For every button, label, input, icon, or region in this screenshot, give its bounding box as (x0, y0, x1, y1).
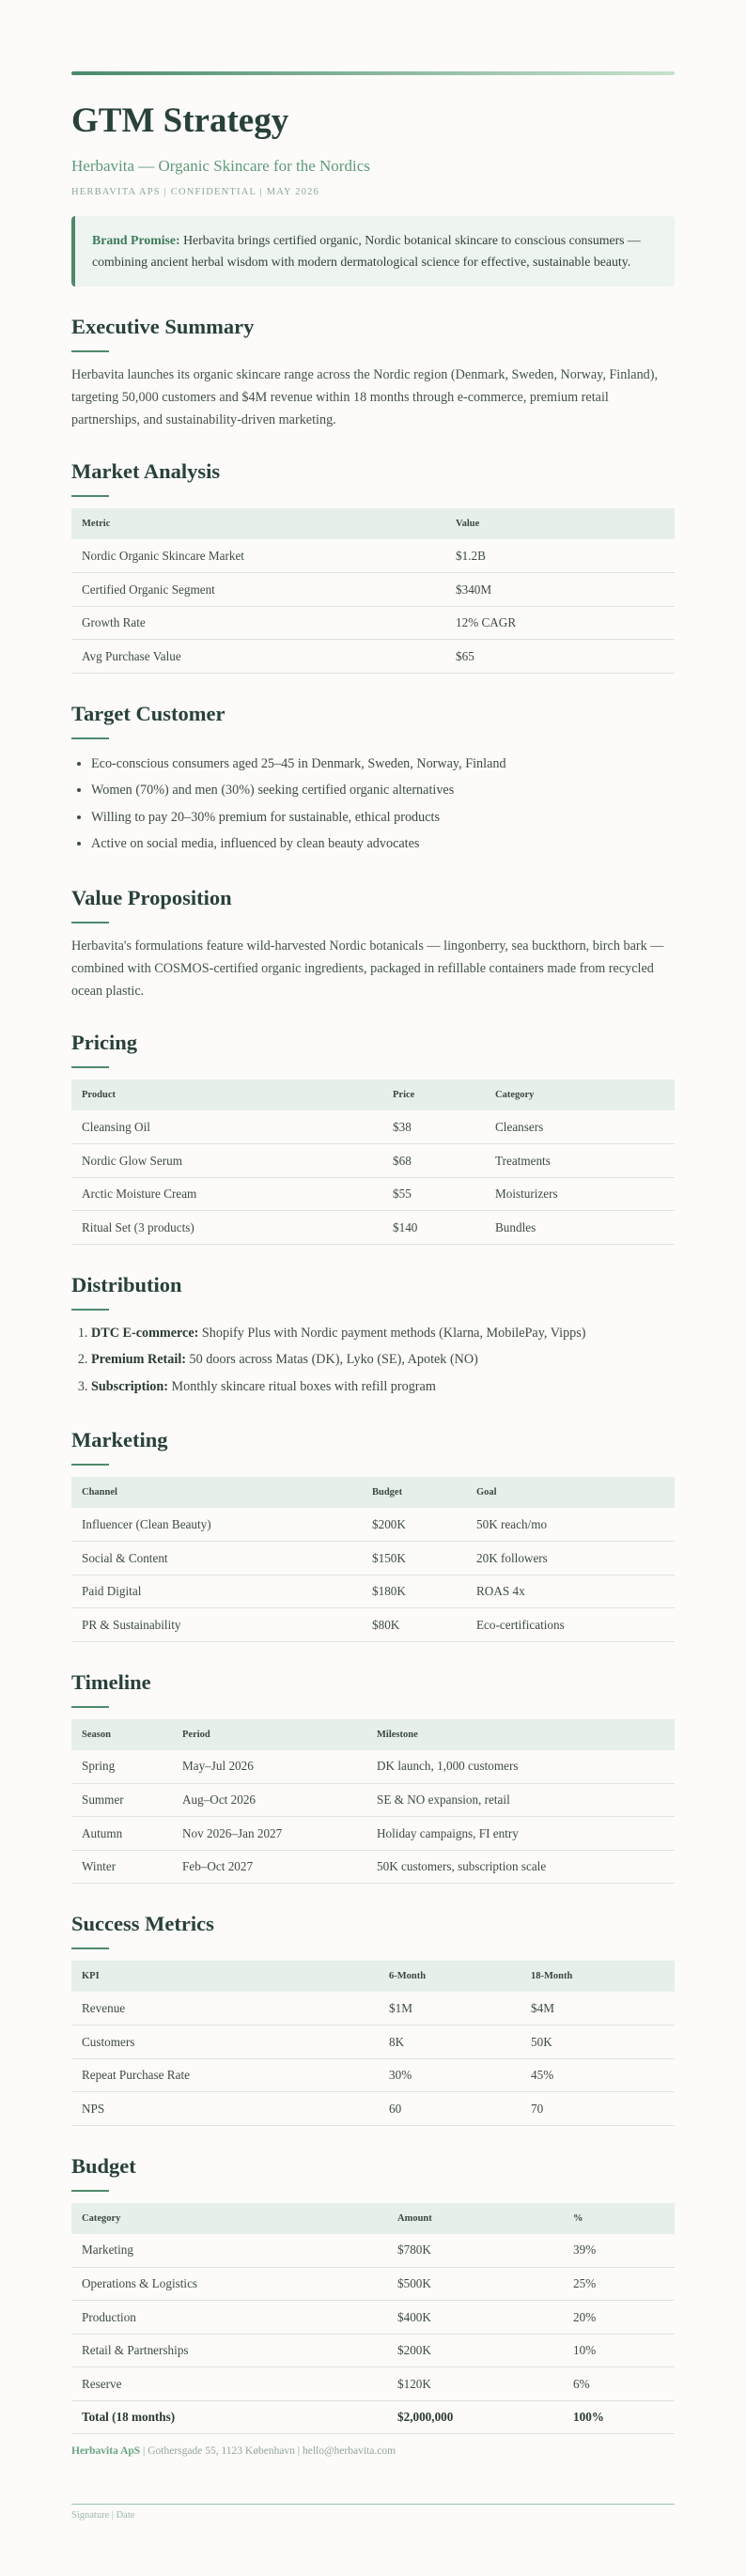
table-cell: 20% (563, 2301, 675, 2335)
table-cell: Nordic Glow Serum (71, 1144, 382, 1178)
table-cell: Retail & Partnerships (71, 2334, 387, 2367)
table-cell: $200K (387, 2334, 563, 2367)
timeline-table (71, 1719, 675, 1885)
table-cell: $120K (387, 2367, 563, 2401)
column-header: Metric (82, 519, 111, 530)
pricing-table (71, 1079, 675, 1245)
section-heading-pricing: Pricing (71, 1031, 137, 1055)
table-cell: Reserve (71, 2367, 387, 2401)
table-cell: Eco-certifications (466, 1608, 675, 1642)
table-cell: Cleansing Oil (71, 1110, 382, 1144)
column-header: KPI (82, 1971, 100, 1982)
table-row (71, 1817, 675, 1851)
table-cell: Paid Digital (71, 1575, 362, 1608)
table-cell: $140 (382, 1211, 485, 1245)
table-row (71, 606, 675, 640)
table-cell: Marketing (71, 2234, 387, 2268)
table-cell: Ritual Set (3 products) (71, 1211, 382, 1245)
table-cell: $38 (382, 1110, 485, 1144)
table-cell: Revenue (71, 1992, 379, 2025)
list-item-label: Premium Retail: (91, 1352, 186, 1368)
column-header: Goal (476, 1487, 497, 1498)
table-cell: DK launch, 1,000 customers (366, 1750, 675, 1784)
brand-promise-callout (71, 216, 675, 287)
table-cell: Aug–Oct 2026 (172, 1783, 366, 1817)
table-row (71, 1211, 675, 1245)
success-metrics-table (71, 1961, 675, 2126)
section-underline (71, 1706, 109, 1708)
table-header-row (71, 1719, 675, 1750)
table-cell: 8K (379, 2025, 521, 2059)
column-header: Budget (372, 1487, 403, 1498)
column-header: Value (456, 519, 480, 530)
section-heading-executive-summary: Executive Summary (71, 314, 255, 338)
table-row (71, 539, 675, 573)
list-item: • Women (70%) and men (30%) seeking certified organic alternatives (91, 777, 675, 804)
list-item-label: Subscription: (91, 1378, 168, 1394)
table-cell: May–Jul 2026 (172, 1750, 366, 1784)
column-header: % (573, 2212, 583, 2224)
table-cell: 6% (563, 2367, 675, 2401)
table-row (71, 640, 675, 674)
table-cell: Feb–Oct 2027 (172, 1850, 366, 1884)
table-cell: $400K (387, 2301, 563, 2335)
section-heading-timeline: Timeline (71, 1669, 151, 1694)
column-header: Amount (397, 2212, 432, 2224)
section-heading-budget: Budget (71, 2153, 136, 2178)
table-row (71, 2267, 675, 2301)
signature-label: Signature | Date (71, 2510, 135, 2522)
table-row (71, 573, 675, 607)
table-cell: $68 (382, 1144, 485, 1178)
table-cell: Nordic Organic Skincare Market (71, 539, 445, 573)
market-analysis-table (71, 508, 675, 674)
table-cell: 60 (379, 2092, 521, 2126)
column-header: Category (82, 2212, 121, 2224)
table-cell: $1M (379, 1992, 521, 2025)
table-row (71, 2367, 675, 2401)
list-item-text: Monthly skincare ritual boxes with refill program (168, 1378, 436, 1394)
column-header: Period (182, 1729, 210, 1740)
table-cell: $2,000,000 (387, 2400, 563, 2434)
table-cell: 50K reach/mo (466, 1508, 675, 1542)
table-cell: $200K (362, 1508, 466, 1542)
table-total-row (71, 2400, 675, 2434)
table-cell: Winter (71, 1850, 172, 1884)
table-row (71, 2234, 675, 2268)
target-customer-list (71, 751, 675, 858)
table-header-row (71, 2203, 675, 2234)
document-meta: HERBAVITA APS | CONFIDENTIAL | MAY 2026 (71, 186, 320, 197)
table-cell: PR & Sustainability (71, 1608, 362, 1642)
section-heading-success-metrics: Success Metrics (71, 1912, 214, 1936)
table-cell: 100% (563, 2400, 675, 2434)
table-cell: Repeat Purchase Rate (71, 2058, 379, 2092)
list-item (91, 1346, 675, 1373)
table-cell: NPS (71, 2092, 379, 2126)
footer-details: | Gothersgade 55, 1123 København | hello@herbavita.com (140, 2445, 396, 2458)
budget-table (71, 2203, 675, 2435)
table-header-row (71, 1477, 675, 1508)
section-heading-distribution: Distribution (71, 1272, 182, 1296)
section-heading-target-customer: Target Customer (71, 701, 225, 725)
table-row (71, 2025, 675, 2059)
table-row (71, 1750, 675, 1784)
table-row (71, 1992, 675, 2025)
table-cell: Total (18 months) (71, 2400, 387, 2434)
table-cell: Autumn (71, 1817, 172, 1851)
table-cell: Cleansers (485, 1110, 675, 1144)
table-cell: $4M (521, 1992, 675, 2025)
table-cell: Avg Purchase Value (71, 640, 445, 674)
table-cell: Spring (71, 1750, 172, 1784)
table-row (71, 2092, 675, 2126)
footer-company: Herbavita ApS (71, 2445, 141, 2458)
table-cell: Social & Content (71, 1542, 362, 1575)
table-row (71, 2301, 675, 2335)
section-underline (71, 495, 109, 497)
column-header: 6-Month (389, 1971, 427, 1982)
table-row (71, 1110, 675, 1144)
table-cell: $80K (362, 1608, 466, 1642)
table-cell: SE & NO expansion, retail (366, 1783, 675, 1817)
table-cell: $780K (387, 2234, 563, 2268)
section-heading-market-analysis: Market Analysis (71, 459, 221, 484)
list-item-label: DTC E-commerce: (91, 1325, 199, 1341)
table-cell: Influencer (Clean Beauty) (71, 1508, 362, 1542)
section-underline (71, 922, 109, 923)
top-accent-rule (71, 71, 675, 75)
column-header: Category (495, 1090, 535, 1101)
brand-promise-label: Brand Promise: (92, 232, 180, 247)
brand-promise-text: Herbavita brings certified organic, Nordic botanical skincare to conscious consumers — combining ancient herbal wisdom with modern dermatological science for effective, sustainable beauty. (92, 232, 641, 270)
table-cell: $180K (362, 1575, 466, 1608)
section-heading-marketing: Marketing (71, 1428, 168, 1452)
value-proposition-text: Herbavita's formulations feature wild-harvested Nordic botanicals — lingonberry, sea buckthorn, birch bark — combined with COSMOS-certified organic ingredients, packaged in refillable containers made from recycled ocean plastic. (71, 938, 664, 1000)
table-cell: 12% CAGR (445, 606, 675, 640)
table-cell: 50K (521, 2025, 675, 2059)
table-cell: 25% (563, 2267, 675, 2301)
table-cell: 10% (563, 2334, 675, 2367)
table-cell: $340M (445, 573, 675, 607)
footer (71, 2445, 675, 2457)
table-cell: 30% (379, 2058, 521, 2092)
column-header: Product (82, 1090, 116, 1101)
table-cell: $55 (382, 1177, 485, 1211)
table-row (71, 1783, 675, 1817)
table-row (71, 2334, 675, 2367)
table-cell: 39% (563, 2234, 675, 2268)
table-cell: 20K followers (466, 1542, 675, 1575)
table-header-row (71, 1961, 675, 1992)
list-item: • Willing to pay 20–30% premium for sustainable, ethical products (91, 804, 675, 831)
list-item-text: Shopify Plus with Nordic payment methods (Klarna, MobilePay, Vipps) (198, 1325, 586, 1341)
list-item (91, 1320, 675, 1347)
table-row (71, 1177, 675, 1211)
table-row (71, 2058, 675, 2092)
section-underline (71, 1948, 109, 1949)
table-cell: Summer (71, 1783, 172, 1817)
table-header-row (71, 508, 675, 539)
table-cell: Bundles (485, 1211, 675, 1245)
table-cell: Production (71, 2301, 387, 2335)
list-item: • Eco-conscious consumers aged 25–45 in Denmark, Sweden, Norway, Finland (91, 751, 675, 778)
section-underline (71, 1309, 109, 1311)
page-subtitle: Herbavita — Organic Skincare for the Nordics (71, 156, 370, 175)
section-underline (71, 350, 109, 352)
column-header: Season (82, 1729, 111, 1740)
signature-line (71, 2504, 675, 2505)
table-row (71, 1575, 675, 1608)
section-heading-value-proposition: Value Proposition (71, 885, 232, 909)
distribution-list (71, 1320, 675, 1401)
column-header: Channel (82, 1487, 117, 1498)
table-cell: Holiday campaigns, FI entry (366, 1817, 675, 1851)
column-header: Milestone (377, 1729, 418, 1740)
table-cell: ROAS 4x (466, 1575, 675, 1608)
table-cell: 70 (521, 2092, 675, 2126)
table-cell: $150K (362, 1542, 466, 1575)
table-cell: Growth Rate (71, 606, 445, 640)
page-title: GTM Strategy (71, 101, 289, 140)
section-underline (71, 737, 109, 739)
table-row (71, 1542, 675, 1575)
section-underline (71, 1066, 109, 1068)
table-header-row (71, 1079, 675, 1110)
table-cell: 45% (521, 2058, 675, 2092)
column-header: 18-Month (531, 1971, 573, 1982)
table-cell: Customers (71, 2025, 379, 2059)
table-cell: $500K (387, 2267, 563, 2301)
table-cell: Arctic Moisture Cream (71, 1177, 382, 1211)
list-item-text: 50 doors across Matas (DK), Lyko (SE), Apotek (NO) (186, 1352, 478, 1368)
table-row (71, 1608, 675, 1642)
executive-summary-text: Herbavita launches its organic skincare range across the Nordic region (Denmark, Sweden, Norway, Finland), targeting 50,000 customers and $4M revenue within 18 months through e-commerce, premium retail partnerships, and sustainability-driven marketing. (71, 366, 659, 428)
list-item: • Active on social media, influenced by clean beauty advocates (91, 830, 675, 858)
section-underline (71, 2190, 109, 2192)
table-row (71, 1144, 675, 1178)
table-cell: Treatments (485, 1144, 675, 1178)
table-cell: Moisturizers (485, 1177, 675, 1211)
section-underline (71, 1464, 109, 1466)
table-row (71, 1508, 675, 1542)
table-cell: Nov 2026–Jan 2027 (172, 1817, 366, 1851)
table-row (71, 1850, 675, 1884)
marketing-table (71, 1477, 675, 1642)
table-cell: Operations & Logistics (71, 2267, 387, 2301)
table-cell: Certified Organic Segment (71, 573, 445, 607)
table-cell: $1.2B (445, 539, 675, 573)
list-item (91, 1373, 675, 1401)
table-cell: $65 (445, 640, 675, 674)
column-header: Price (393, 1090, 415, 1101)
table-cell: 50K customers, subscription scale (366, 1850, 675, 1884)
